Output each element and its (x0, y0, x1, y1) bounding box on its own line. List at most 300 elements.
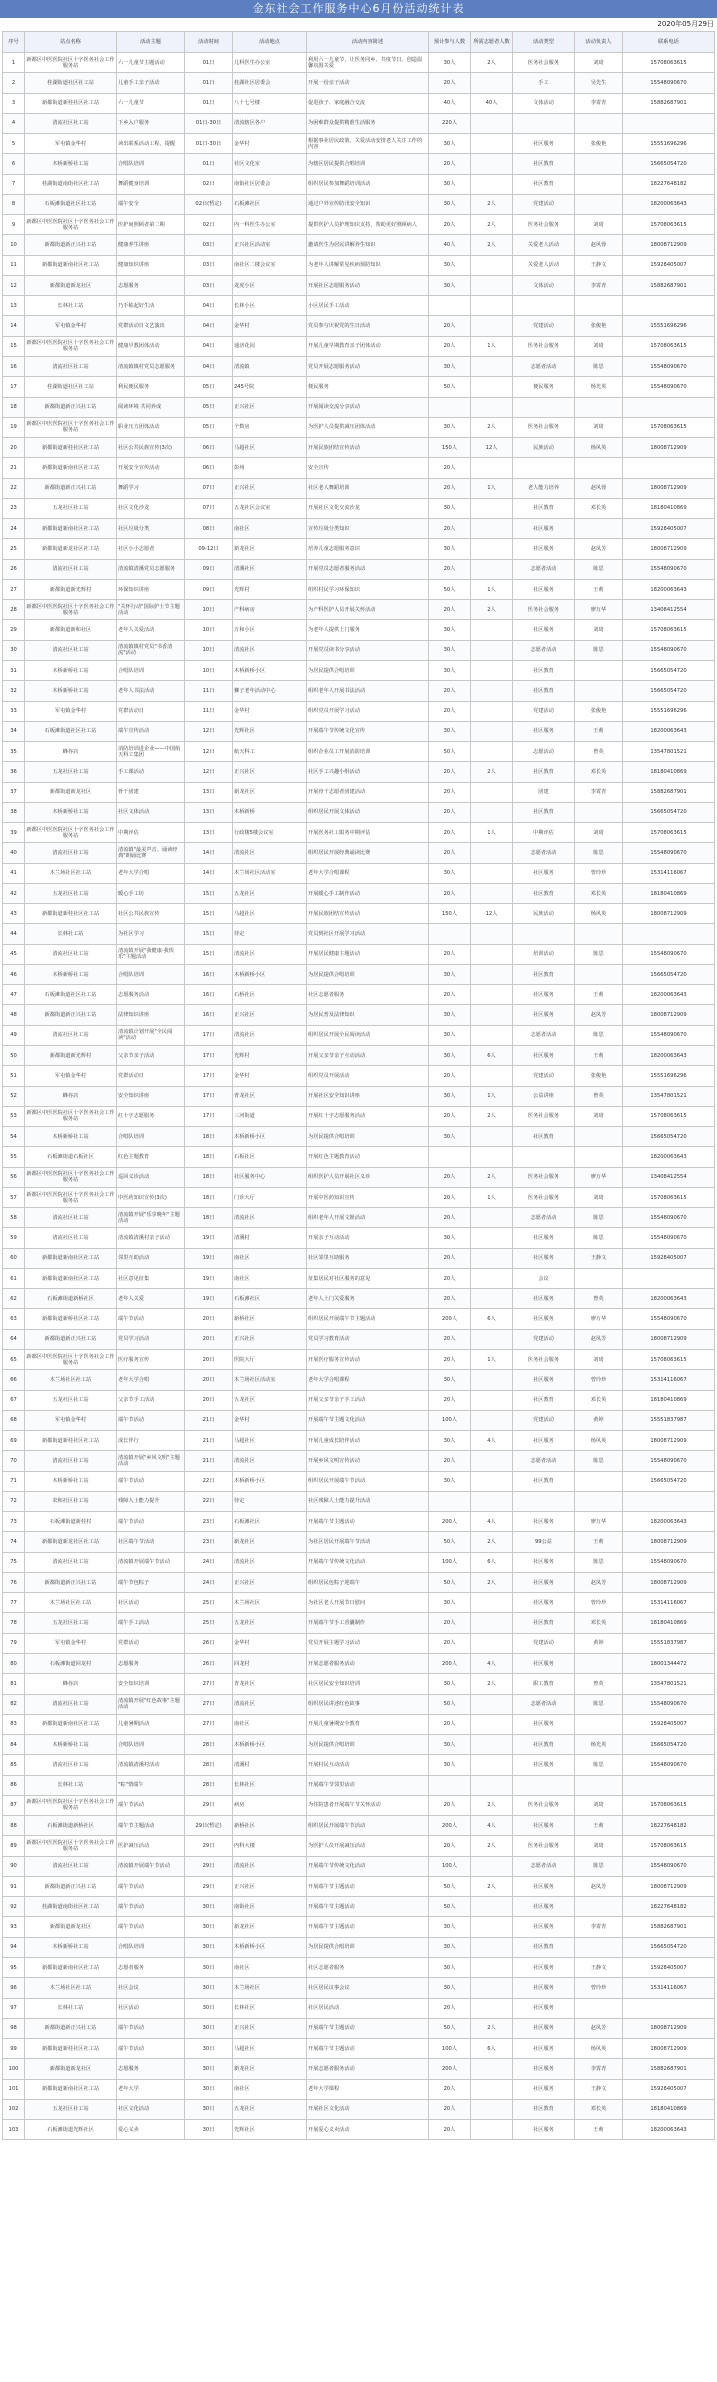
activity-time: 20日 (185, 1370, 233, 1390)
activity-description: 老年大学课程 (307, 2079, 429, 2099)
activity-place: 清流社区 (233, 1694, 307, 1714)
station-name: 木桥新桥社工站 (25, 154, 117, 174)
expected-participants: 20人 (429, 944, 471, 964)
activity-type (513, 458, 575, 478)
activity-title: 社区会议 (117, 1978, 185, 1998)
station-name: 长林社工站 (25, 1998, 117, 2018)
activity-description: 开展社区志愿服务活动 (307, 275, 429, 295)
activity-title: 下乡入户服务 (117, 113, 185, 133)
activity-time: 29日 (185, 1836, 233, 1856)
station-name: 新都区中医医院社区十字医务社会工作服务站 (25, 336, 117, 356)
expected-participants: 20人 (429, 1066, 471, 1086)
table-row (3, 1836, 715, 1856)
activity-place: 清流社区 (233, 640, 307, 660)
station-name: 军屯镇金华村 (25, 134, 117, 154)
activity-type: 社区教育 (513, 1471, 575, 1491)
activity-lead: 王静文 (575, 255, 623, 275)
activity-description: 开展端午节主题活动 (307, 2018, 429, 2038)
activity-description: 为社区老人开展节日慰问 (307, 1593, 429, 1613)
station-name: 新都街道新桂社区社工站 (25, 1431, 117, 1451)
activity-type: 医务社会服务 (513, 336, 575, 356)
activity-place: 正兴社区 (233, 762, 307, 782)
activity-place: 清流社区 (233, 1856, 307, 1876)
activity-description: 为居民提供合唱培训 (307, 1735, 429, 1755)
activity-description: 培养儿童志愿服务意识 (307, 539, 429, 559)
row-index: 9 (3, 215, 25, 235)
contact-phone: 15708063615 (623, 620, 715, 640)
activity-lead: 李霄青 (575, 275, 623, 295)
expected-participants: 30人 (429, 1917, 471, 1937)
row-index: 7 (3, 174, 25, 194)
activity-place: 正兴社区 (233, 1329, 307, 1349)
contact-phone: 15665054720 (623, 660, 715, 680)
activity-title: 医护间照顾者第二期 (117, 215, 185, 235)
volunteers-needed (471, 134, 513, 154)
expected-participants (429, 397, 471, 417)
volunteers-needed: 12人 (471, 438, 513, 458)
station-name: 新都区中医医院社区十字医务社会工作服务站 (25, 417, 117, 437)
activity-title: 合唱队培训 (117, 1127, 185, 1147)
contact-phone: 15665054720 (623, 1471, 715, 1491)
row-index: 5 (3, 134, 25, 154)
activity-lead: 陈思 (575, 356, 623, 376)
activity-description: 开展端午节手工香囊制作 (307, 1613, 429, 1633)
contact-phone: 18227648182 (623, 174, 715, 194)
activity-title: 志愿服务活动 (117, 985, 185, 1005)
table-row (3, 1552, 715, 1572)
activity-title: "粽"情端午 (117, 1775, 185, 1795)
contact-phone (623, 924, 715, 944)
row-index: 23 (3, 498, 25, 518)
table-row (3, 134, 715, 154)
activity-lead: 李霄青 (575, 2059, 623, 2079)
station-name: 新都街道新南社区社工站 (25, 1268, 117, 1288)
volunteers-needed (471, 1937, 513, 1957)
activity-type: 社区服务 (513, 1431, 575, 1451)
volunteers-needed (471, 1957, 513, 1977)
table-row (3, 1350, 715, 1370)
expected-participants: 200人 (429, 1512, 471, 1532)
activity-time: 30日 (185, 2120, 233, 2140)
volunteers-needed (471, 1268, 513, 1288)
station-name: 长林社工站 (25, 1775, 117, 1795)
activity-lead: 王莉 (575, 2120, 623, 2140)
volunteers-needed (471, 498, 513, 518)
activity-type: 社区服务 (513, 1917, 575, 1937)
station-name: 新都街道新南社区社工站 (25, 1714, 117, 1734)
activity-description: 开展爱心义卖活动 (307, 2120, 429, 2140)
activity-type: 便民服务 (513, 377, 575, 397)
activity-type: 社区服务 (513, 1957, 575, 1977)
expected-participants: 30人 (429, 1431, 471, 1451)
station-name: 新都区中医医院社区十字医务社会工作服务站 (25, 1106, 117, 1126)
contact-phone: 15882687901 (623, 93, 715, 113)
activity-lead: 刘琦 (575, 417, 623, 437)
volunteers-needed (471, 2099, 513, 2119)
row-index: 11 (3, 255, 25, 275)
table-row (3, 1471, 715, 1491)
station-name: 新都街道新桂社区社工站 (25, 93, 117, 113)
activity-type: 社区服务 (513, 1897, 575, 1917)
activity-type: 民族活动 (513, 438, 575, 458)
activity-lead (575, 296, 623, 316)
table-row (3, 1735, 715, 1755)
volunteers-needed (471, 296, 513, 316)
station-name: 木桥新桥社工站 (25, 1937, 117, 1957)
activity-place: 社区服务中心 (233, 1167, 307, 1187)
row-index: 97 (3, 1998, 25, 2018)
activity-type: 社区服务 (513, 1289, 575, 1309)
station-name: 五龙社区社工站 (25, 883, 117, 903)
column-header: 活动负责人 (575, 32, 623, 53)
activity-lead: 杨风英 (575, 438, 623, 458)
activity-title: 儿童手工亲子活动 (117, 73, 185, 93)
contact-phone: 15928405007 (623, 1248, 715, 1268)
row-index: 13 (3, 296, 25, 316)
activity-description: 开展亲子互动活动 (307, 1228, 429, 1248)
volunteers-needed (471, 1856, 513, 1876)
station-name: 桂湖街道南街社区社工站 (25, 174, 117, 194)
table-row (3, 742, 715, 762)
activity-type: 文体活动 (513, 275, 575, 295)
activity-description: 组织村民学习环保知识 (307, 579, 429, 599)
activity-title: 合唱队培训 (117, 964, 185, 984)
contact-phone: 15665054720 (623, 964, 715, 984)
row-index: 61 (3, 1268, 25, 1288)
station-name: 五龙社区社工站 (25, 2099, 117, 2119)
activity-place: 长林社区 (233, 1775, 307, 1795)
activity-time: 03日 (185, 255, 233, 275)
contact-phone: 18180410869 (623, 883, 715, 903)
activity-type: 志愿者活动 (513, 843, 575, 863)
activity-description: 开展红色主题教育活动 (307, 1147, 429, 1167)
activity-type: 社区教育 (513, 883, 575, 903)
activity-description: 开展医疗服务宣传活动 (307, 1350, 429, 1370)
volunteers-needed (471, 1613, 513, 1633)
row-index: 91 (3, 1876, 25, 1896)
volunteers-needed (471, 113, 513, 133)
activity-type: 社区教育 (513, 964, 575, 984)
activity-type: 手工 (513, 73, 575, 93)
activity-time: 01日 (185, 53, 233, 73)
activity-lead (575, 174, 623, 194)
contact-phone: 15928405007 (623, 519, 715, 539)
activity-lead: 陈思 (575, 1228, 623, 1248)
expected-participants: 30人 (429, 255, 471, 275)
activity-title: 端午节活动 (117, 1471, 185, 1491)
activity-type: 社区服务 (513, 519, 575, 539)
volunteers-needed (471, 863, 513, 883)
contact-phone: 18200063643 (623, 2120, 715, 2140)
activity-place: 光辉社区 (233, 2120, 307, 2140)
expected-participants: 30人 (429, 134, 471, 154)
volunteers-needed (471, 377, 513, 397)
activity-place: 五龙社区 (233, 883, 307, 903)
activity-place: 通济花园 (233, 336, 307, 356)
volunteers-needed: 2人 (471, 1532, 513, 1552)
expected-participants: 20人 (429, 336, 471, 356)
activity-description: 组织企业员工开展消防培训 (307, 742, 429, 762)
activity-type: 社区服务 (513, 620, 575, 640)
table-row (3, 1633, 715, 1653)
contact-phone: 15314116067 (623, 1978, 715, 1998)
activity-title: 安全知识培训 (117, 1674, 185, 1694)
volunteers-needed (471, 782, 513, 802)
activity-time: 09日 (185, 579, 233, 599)
row-index: 64 (3, 1329, 25, 1349)
activity-lead: 刘琦 (575, 1106, 623, 1126)
activity-description: 开展端午节传统文化活动 (307, 1856, 429, 1876)
activity-place: 金华村 (233, 1066, 307, 1086)
activity-time: 16日 (185, 985, 233, 1005)
station-name: 木兰场社区社工站 (25, 1593, 117, 1613)
row-index: 94 (3, 1937, 25, 1957)
activity-time: 12日 (185, 742, 233, 762)
activity-type (513, 113, 575, 133)
activity-description: 开展医务社工服务中期评估 (307, 823, 429, 843)
activity-type: 医务社会服务 (513, 600, 575, 620)
volunteers-needed: 1人 (471, 579, 513, 599)
row-index: 70 (3, 1451, 25, 1471)
activity-title: 端午节活动 (117, 1309, 185, 1329)
volunteers-needed: 40人 (471, 93, 513, 113)
activity-title: 手工课活动 (117, 762, 185, 782)
activity-lead (575, 1268, 623, 1288)
contact-phone: 18008712909 (623, 539, 715, 559)
activity-time: 10日 (185, 600, 233, 620)
activity-description: 开展民族团结宣传活动 (307, 438, 429, 458)
activity-lead: 杨风英 (575, 1431, 623, 1451)
activity-lead: 赵风蓉 (575, 235, 623, 255)
activity-type: 社区教育 (513, 681, 575, 701)
volunteers-needed (471, 1329, 513, 1349)
contact-phone: 15665054720 (623, 1127, 715, 1147)
station-name: 木桥新桥社工站 (25, 660, 117, 680)
activity-title: 志愿服务 (117, 275, 185, 295)
table-row (3, 1106, 715, 1126)
volunteers-needed (471, 1147, 513, 1167)
activity-type: 99公益 (513, 1532, 575, 1552)
activity-description: 开展暖心手工制作活动 (307, 883, 429, 903)
activity-lead: 杨风英 (575, 904, 623, 924)
contact-phone: 18180410869 (623, 762, 715, 782)
table-row (3, 1167, 715, 1187)
activity-type: 志愿活动 (513, 742, 575, 762)
activity-place: 金华村 (233, 1633, 307, 1653)
row-index: 102 (3, 2099, 25, 2119)
activity-place: 正兴社区活动室 (233, 235, 307, 255)
activity-description: 党员开展主题学习活动 (307, 1633, 429, 1653)
activity-title: 志愿服务 (117, 1653, 185, 1673)
activity-place: 正兴社区 (233, 478, 307, 498)
activity-time: 01日 (185, 154, 233, 174)
station-name: 新都街道新桥社区社工站 (25, 1309, 117, 1329)
activity-lead: 曾玲珍 (575, 863, 623, 883)
activity-description: 社区居民议事会议 (307, 1978, 429, 1998)
station-name: 长林社工站 (25, 924, 117, 944)
table-row (3, 438, 715, 458)
station-name: 木桥新桥社工站 (25, 802, 117, 822)
activity-time: 02日 (185, 215, 233, 235)
station-name: 石板滩街道社区社工站 (25, 985, 117, 1005)
contact-phone: 18008712909 (623, 1876, 715, 1896)
expected-participants: 20人 (429, 883, 471, 903)
activity-description: 党员学习教育活动 (307, 1329, 429, 1349)
activity-lead: 王莉 (575, 721, 623, 741)
table-row (3, 1127, 715, 1147)
activity-title: 社区活动 (117, 1998, 185, 2018)
table-row (3, 904, 715, 924)
contact-phone: 18008712909 (623, 1005, 715, 1025)
activity-description: 开展党员读书分享活动 (307, 640, 429, 660)
activity-place: 正兴社区 (233, 1005, 307, 1025)
contact-phone: 13547801521 (623, 1086, 715, 1106)
expected-participants: 100人 (429, 2039, 471, 2059)
activity-place: 南街社区 (233, 1897, 307, 1917)
row-index: 47 (3, 985, 25, 1005)
activity-place: 南社区 (233, 2079, 307, 2099)
volunteers-needed: 4人 (471, 1431, 513, 1451)
activity-place: 马超社区 (233, 2039, 307, 2059)
contact-phone: 15665054720 (623, 154, 715, 174)
activity-title: 中医药知识宣传(3次) (117, 1187, 185, 1207)
expected-participants: 20人 (429, 1451, 471, 1471)
volunteers-needed (471, 1917, 513, 1937)
activity-type: 医务社会服务 (513, 1167, 575, 1187)
column-header: 活动类型 (513, 32, 575, 53)
volunteers-needed (471, 1633, 513, 1653)
row-index: 43 (3, 904, 25, 924)
activity-lead (575, 924, 623, 944)
contact-phone: 15708063615 (623, 1795, 715, 1815)
activity-description: 开展志愿者服务活动 (307, 2059, 429, 2079)
expected-participants: 20人 (429, 1795, 471, 1815)
volunteers-needed (471, 1005, 513, 1025)
row-index: 86 (3, 1775, 25, 1795)
row-index: 85 (3, 1755, 25, 1775)
contact-phone: 15708063615 (623, 1836, 715, 1856)
station-name: 木兰场社区社工站 (25, 1370, 117, 1390)
activity-type: 中期评估 (513, 823, 575, 843)
table-row (3, 924, 715, 944)
column-header: 所需志愿者人数 (471, 32, 513, 53)
contact-phone (623, 113, 715, 133)
contact-phone: 15548090670 (623, 559, 715, 579)
activity-place: 清流社区 (233, 944, 307, 964)
contact-phone: 15548090670 (623, 73, 715, 93)
activity-time: 20日 (185, 1350, 233, 1370)
activity-lead: 曾英 (575, 742, 623, 762)
table-row (3, 600, 715, 620)
expected-participants: 50人 (429, 1572, 471, 1592)
volunteers-needed: 1人 (471, 478, 513, 498)
volunteers-needed (471, 539, 513, 559)
expected-participants: 30人 (429, 1937, 471, 1957)
activity-time: 17日 (185, 1066, 233, 1086)
activity-description: 党员开展志愿服务活动 (307, 356, 429, 376)
activity-description: 组织医护人员开展社区义诊 (307, 1167, 429, 1187)
volunteers-needed (471, 1451, 513, 1471)
activity-title: 志愿者服务 (117, 1957, 185, 1977)
expected-participants: 30人 (429, 1086, 471, 1106)
expected-participants: 20人 (429, 1329, 471, 1349)
column-header: 站点名称 (25, 32, 117, 53)
table-row (3, 1795, 715, 1815)
expected-participants: 20人 (429, 1208, 471, 1228)
activity-description: 老年大学合唱课程 (307, 1370, 429, 1390)
activity-time: 15日 (185, 883, 233, 903)
activity-description: 党员参与庆祝党的生日活动 (307, 316, 429, 336)
activity-place: 万和小区 (233, 620, 307, 640)
activity-type: 志愿者活动 (513, 356, 575, 376)
activity-time: 06日 (185, 438, 233, 458)
activity-type: 社区教育 (513, 762, 575, 782)
station-name: 新都街道新南社区社工站 (25, 2079, 117, 2099)
activity-description: 组织居民开展端午节活动 (307, 1816, 429, 1836)
station-name: 新都街道新龙社区 (25, 1917, 117, 1937)
expected-participants: 30人 (429, 1025, 471, 1045)
row-index: 89 (3, 1836, 25, 1856)
volunteers-needed (471, 2079, 513, 2099)
table-row (3, 53, 715, 73)
activity-title: 清流镇开展"乐享晚年"主题活动 (117, 1208, 185, 1228)
activity-time: 01日 (185, 73, 233, 93)
volunteers-needed (471, 1593, 513, 1613)
activity-title: 合唱队培训 (117, 154, 185, 174)
activity-place: 马超社区 (233, 1431, 307, 1451)
expected-participants: 30人 (429, 1978, 471, 1998)
activity-type: 社区服务 (513, 1978, 575, 1998)
volunteers-needed (471, 1127, 513, 1147)
activity-time: 24日 (185, 1572, 233, 1592)
table-row (3, 802, 715, 822)
expected-participants: 30人 (429, 498, 471, 518)
activity-type: 社区服务 (513, 1046, 575, 1066)
activity-place: 木兰场社区 (233, 1593, 307, 1613)
activity-time: 15日 (185, 904, 233, 924)
activity-lead: 邓长英 (575, 1390, 623, 1410)
activity-type: 社区服务 (513, 134, 575, 154)
expected-participants: 50人 (429, 742, 471, 762)
activity-title: 清流镇开展端午节活动 (117, 1552, 185, 1572)
activity-place: 新龙社区 (233, 539, 307, 559)
table-row (3, 1329, 715, 1349)
expected-participants: 20人 (429, 154, 471, 174)
contact-phone: 15928405007 (623, 1714, 715, 1734)
activity-time: 02日 (185, 174, 233, 194)
contact-phone: 15665054720 (623, 802, 715, 822)
activity-time: 29日(暂定) (185, 1816, 233, 1836)
volunteers-needed (471, 1471, 513, 1491)
station-name: 清流社区社工站 (25, 1025, 117, 1045)
volunteers-needed (471, 356, 513, 376)
activity-type: 团建 (513, 782, 575, 802)
activity-description: 开展社区安全知识讲座 (307, 1086, 429, 1106)
activity-type: 社区服务 (513, 2018, 575, 2038)
contact-phone: 15548090670 (623, 1309, 715, 1329)
contact-phone: 15708063615 (623, 1350, 715, 1370)
row-index: 79 (3, 1633, 25, 1653)
table-row (3, 1714, 715, 1734)
activity-place: 行政楼5楼会议室 (233, 823, 307, 843)
activity-lead: 王莉 (575, 1046, 623, 1066)
activity-lead (575, 802, 623, 822)
activity-description: 开展居民健康主题活动 (307, 944, 429, 964)
table-row (3, 985, 715, 1005)
expected-participants: 20人 (429, 843, 471, 863)
contact-phone: 18180410869 (623, 498, 715, 518)
activity-title: 端午节活动 (117, 2018, 185, 2038)
